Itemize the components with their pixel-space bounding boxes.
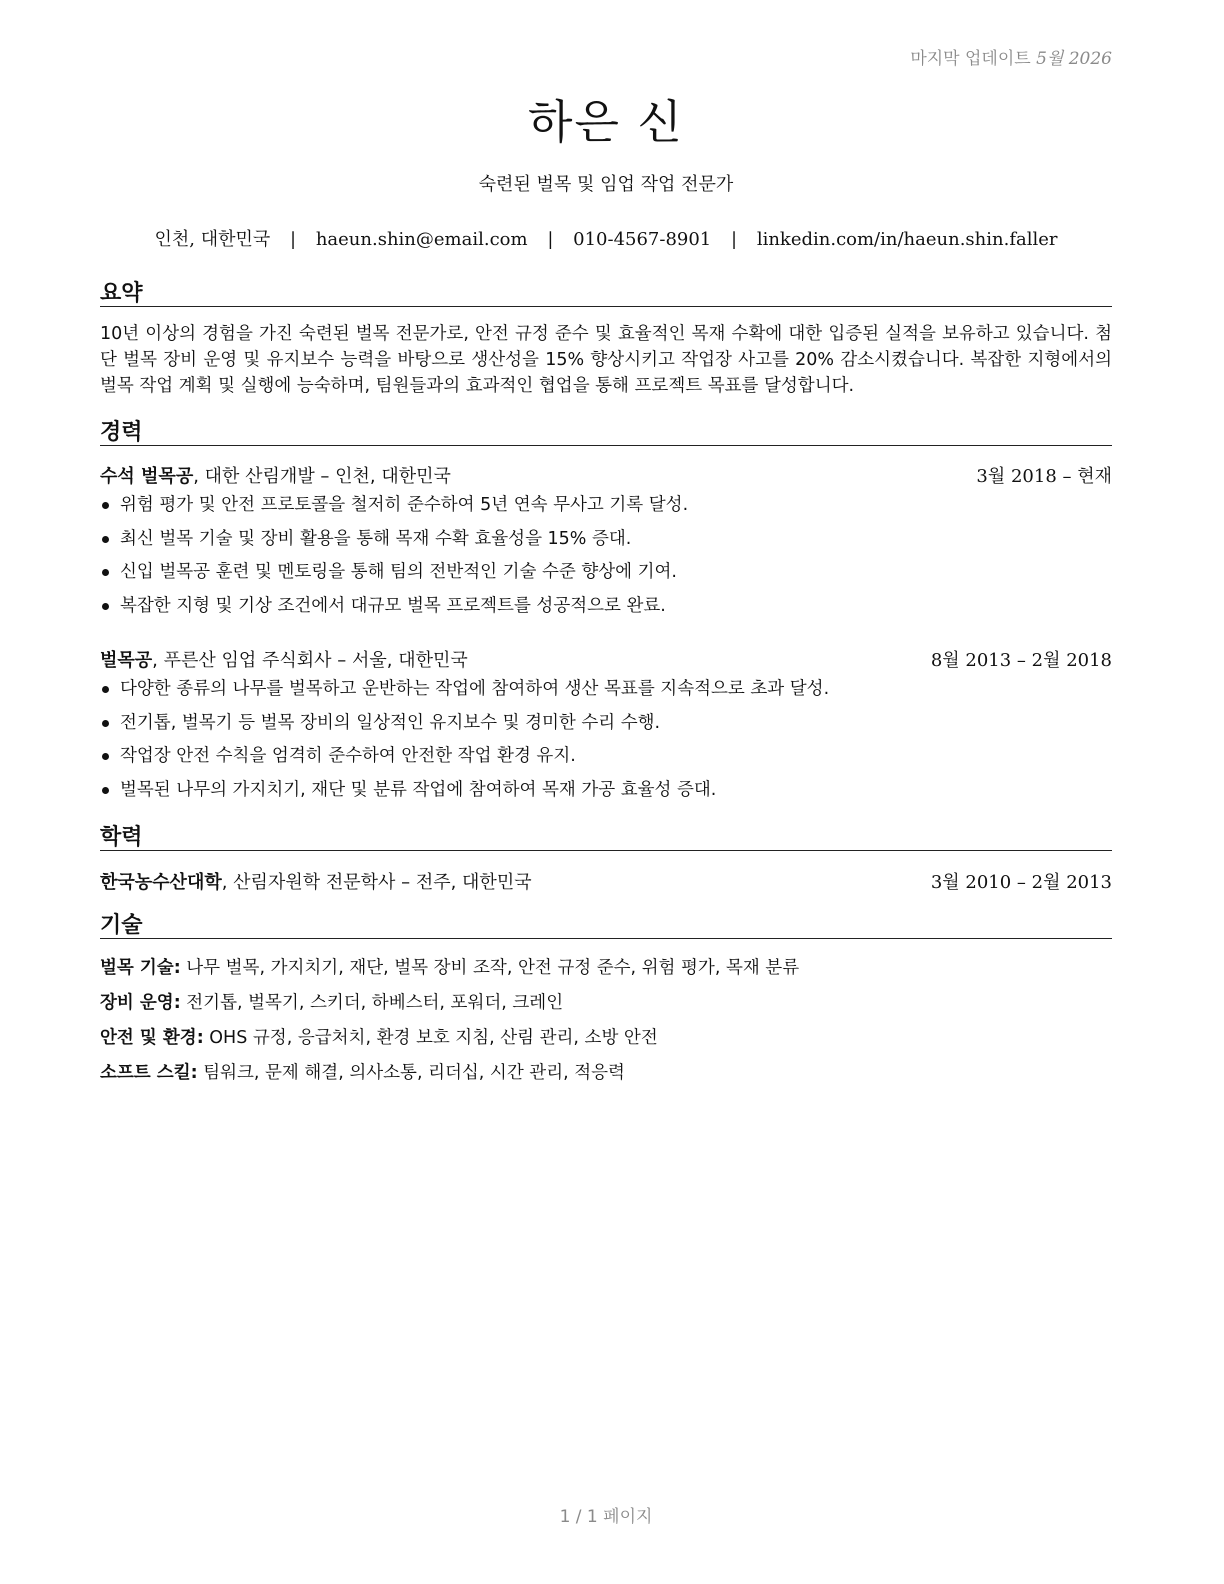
section-title-skills: 기술 (100, 908, 1112, 939)
list-item: 벌목된 나무의 가지치기, 재단 및 분류 작업에 참여하여 목재 가공 효율성 증대. (100, 777, 1112, 811)
last-updated: 마지막 업데이트 5월 2026 (910, 49, 1112, 69)
job-header (100, 646, 1112, 672)
job-date: 3월 2018 – 현재 (976, 466, 1112, 487)
job-bullets (100, 492, 1112, 626)
education-date: 3월 2010 – 2월 2013 (930, 872, 1112, 893)
list-item: 다양한 종류의 나무를 벌목하고 운반하는 작업에 참여하여 생산 목표를 지속적으로 초과 달성. (100, 676, 1112, 710)
education-entry (100, 868, 1112, 894)
bullet-icon (102, 720, 109, 727)
job-date: 8월 2013 – 2월 2018 (930, 650, 1112, 671)
bullet-icon (102, 753, 109, 760)
bullet-icon (102, 502, 109, 509)
degree: , 산림자원학 전문학사 – 전주, 대한민국 (221, 872, 532, 893)
job-title: 수석 벌목공 (100, 466, 194, 487)
summary-text: 10년 이상의 경험을 가진 숙련된 벌목 전문가로, 안전 규정 준수 및 효율적인 목재 수확에 대한 입증된 실적을 보유하고 있습니다. 첨단 벌목 장비 운영 및 유지보수 능력을 바탕으로 생산성을 15% 향상시키고 작업장 사고를 20% 감소시켰습니다. 복잡한 지형에서의 벌목 작업 계획 및 실행에 능숙하며, 팀원들과의 효과적인 협업을 통해 프로젝트 목표를 달성합니다. (100, 324, 1112, 396)
job-org: , 푸른산 임업 주식회사 – 서울, 대한민국 (152, 650, 468, 671)
list-item: 전기톱, 벌목기 등 벌목 장비의 일상적인 유지보수 및 경미한 수리 수행. (100, 710, 1112, 744)
bullet-icon (102, 686, 109, 693)
candidate-name: 하은 신 (528, 95, 684, 149)
resume-page (100, 0, 1112, 1584)
section-title-education: 학력 (100, 820, 1112, 851)
contact-linkedin[interactable]: linkedin.com/in/haeun.shin.faller (756, 229, 1058, 250)
bullet-icon (102, 569, 109, 576)
contact-phone: 010-4567-8901 (573, 229, 712, 250)
separator: | (290, 229, 297, 250)
list-item: 신입 벌목공 훈련 및 멘토링을 통해 팀의 전반적인 기술 수준 향상에 기여. (100, 559, 1112, 593)
job-header (100, 462, 1112, 488)
skill-row: 소프트 스킬: 팀워크, 문제 해결, 의사소통, 리더십, 시간 관리, 적응력 (100, 1063, 625, 1083)
section-title-summary: 요약 (100, 276, 1112, 307)
list-item: 작업장 안전 수칙을 엄격히 준수하여 안전한 작업 환경 유지. (100, 743, 1112, 777)
job-title: 벌목공 (100, 650, 153, 671)
section-title-experience: 경력 (100, 415, 1112, 446)
skill-row: 장비 운영: 전기톱, 벌목기, 스키더, 하베스터, 포워더, 크레인 (100, 993, 564, 1013)
bullet-icon (102, 787, 109, 794)
contact-line (100, 225, 1112, 251)
contact-location: 인천, 대한민국 (154, 229, 271, 250)
job-org: , 대한 산림개발 – 인천, 대한민국 (193, 466, 451, 487)
school-name: 한국농수산대학 (100, 872, 222, 893)
job-bullets (100, 676, 1112, 810)
separator: | (731, 229, 738, 250)
headline: 숙련된 벌목 및 임업 작업 전문가 (478, 174, 734, 195)
skill-row: 안전 및 환경: OHS 규정, 응급처치, 환경 보호 지침, 산림 관리, 소방 안전 (100, 1028, 658, 1048)
list-item: 위험 평가 및 안전 프로토콜을 철저히 준수하여 5년 연속 무사고 기록 달성. (100, 492, 1112, 526)
list-item: 복잡한 지형 및 기상 조건에서 대규모 벌목 프로젝트를 성공적으로 완료. (100, 593, 1112, 627)
contact-email[interactable]: haeun.shin@email.com (315, 229, 528, 250)
separator: | (547, 229, 554, 250)
page-number: 1 / 1 페이지 (559, 1507, 653, 1527)
skill-row: 벌목 기술: 나무 벌목, 가지치기, 재단, 벌목 장비 조작, 안전 규정 준수, 위험 평가, 목재 분류 (100, 958, 800, 978)
list-item: 최신 벌목 기술 및 장비 활용을 통해 목재 수확 효율성을 15% 증대. (100, 526, 1112, 560)
bullet-icon (102, 603, 109, 610)
bullet-icon (102, 536, 109, 543)
